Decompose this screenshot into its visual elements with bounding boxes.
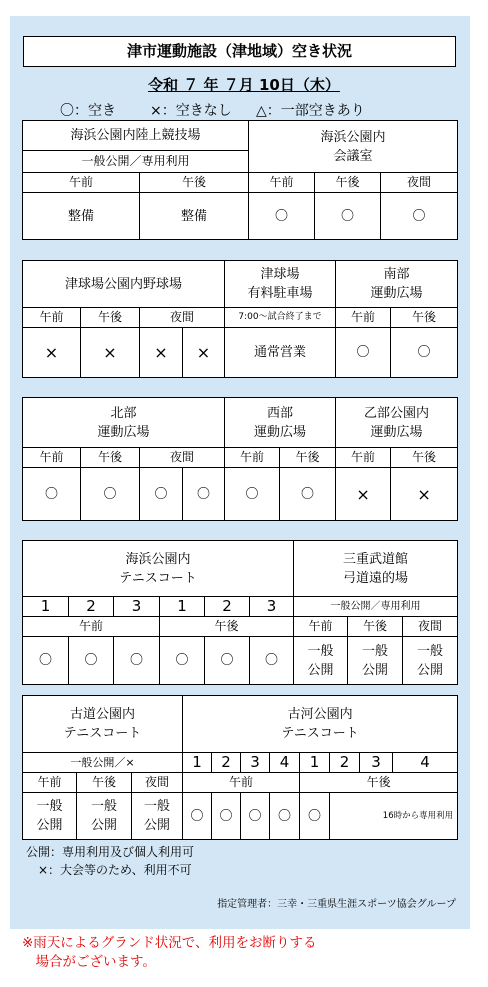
time-label: 午後 [315, 173, 381, 193]
time-label: 夜間 [132, 773, 183, 793]
status-cell: × [81, 328, 140, 378]
facility-name: 津球場公園内野球場 [23, 261, 225, 308]
time-label: 午前 [23, 448, 81, 468]
status-cell: 一般 公開 [348, 637, 403, 685]
time-label: 午後 [391, 448, 458, 468]
legend-available: 〇：空き [60, 103, 116, 119]
status-cell: 〇 [23, 637, 69, 685]
status-cell: 〇 [205, 637, 250, 685]
court-number: 3 [250, 597, 294, 617]
manager-text: 指定管理者：三幸・三重県生涯スポーツ協会グループ [217, 899, 456, 910]
time-label: 午後 [280, 448, 336, 468]
court-number: 4 [393, 753, 458, 773]
facility-name: 海浜公園内陸上競技場 [23, 121, 249, 151]
facility-name: 津球場 有料駐車場 [225, 261, 336, 308]
facility-name: 古河公園内 テニスコート [183, 696, 458, 753]
time-label: 午後 [140, 173, 249, 193]
status-cell: 〇 [315, 193, 381, 240]
status-cell: 一般 公開 [77, 793, 132, 840]
status-cell: 一般 公開 [132, 793, 183, 840]
status-cell: 通常営業 [225, 328, 336, 378]
court-number: 3 [360, 753, 393, 773]
facility-name: 北部 運動広場 [23, 398, 225, 448]
report-date: 令和 ７ 年 ７月 10日（木） [148, 76, 340, 94]
status-cell: 〇 [280, 468, 336, 521]
status-cell: 〇 [225, 468, 280, 521]
time-label: 午後 [77, 773, 132, 793]
facility-name: 乙部公園内 運動広場 [336, 398, 458, 448]
legend-unavailable: ×：空きなし [150, 103, 232, 119]
court-number: 2 [330, 753, 360, 773]
time-label: 7:00～試合終了まで [225, 308, 336, 328]
facility-name: 西部 運動広場 [225, 398, 336, 448]
status-cell: 〇 [160, 637, 205, 685]
legend-partial: △：一部空きあり [256, 103, 365, 119]
status-cell: × [183, 328, 225, 378]
time-label: 午後 [391, 308, 458, 328]
usage-note: 一般公開／専用利用 [23, 151, 249, 173]
status-cell: 〇 [140, 468, 183, 521]
court-number: 2 [69, 597, 114, 617]
status-cell: 整備 [23, 193, 140, 240]
court-number: 2 [205, 597, 250, 617]
rain-warning: ※雨天によるグランド状況で、利用をお断りする 場合がございます。 [22, 935, 317, 970]
time-label: 午後 [81, 448, 140, 468]
time-label: 午前 [336, 448, 391, 468]
status-cell: 整備 [140, 193, 249, 240]
time-label: 午前 [183, 773, 300, 793]
status-cell: × [140, 328, 183, 378]
section-4-table [22, 540, 458, 685]
section-1-table [22, 120, 458, 240]
status-cell: 〇 [250, 637, 294, 685]
facility-name: 三重武道館 弓道遠的場 [294, 541, 458, 597]
status-cell: × [23, 328, 81, 378]
status-cell: 〇 [391, 328, 458, 378]
section-2-table [22, 260, 458, 378]
status-cell: 〇 [69, 637, 114, 685]
time-label: 午後 [81, 308, 140, 328]
court-number: 1 [183, 753, 212, 773]
facility-name: 古道公園内 テニスコート [23, 696, 183, 753]
status-cell: 一般 公開 [23, 793, 77, 840]
time-label: 午前 [336, 308, 391, 328]
status-cell: × [391, 468, 458, 521]
status-cell: 一般 公開 [294, 637, 348, 685]
time-label: 午前 [23, 617, 160, 637]
usage-note: 一般公開／専用利用 [294, 597, 458, 617]
section-5-table [22, 695, 458, 840]
status-cell: 一般 公開 [403, 637, 458, 685]
time-label: 夜間 [381, 173, 458, 193]
facility-name: 海浜公園内 テニスコート [23, 541, 294, 597]
time-label: 午前 [249, 173, 315, 193]
status-cell: 〇 [249, 193, 315, 240]
time-label: 午前 [294, 617, 348, 637]
status-cell: 〇 [381, 193, 458, 240]
status-cell: 〇 [81, 468, 140, 521]
court-number: 4 [270, 753, 300, 773]
page-title: 津市運動施設（津地域）空き状況 [23, 36, 456, 67]
time-label: 午前 [225, 448, 280, 468]
time-label: 午後 [348, 617, 403, 637]
status-cell: 16時から専用利用 [330, 793, 458, 840]
status-cell: 〇 [114, 637, 160, 685]
time-label: 午後 [300, 773, 458, 793]
time-label: 午前 [23, 173, 140, 193]
status-cell: 〇 [212, 793, 241, 840]
note-public: 公開：専用利用及び個人利用可 [26, 845, 195, 859]
usage-note: 一般公開／× [23, 753, 183, 773]
court-number: 3 [114, 597, 160, 617]
court-number: 3 [241, 753, 270, 773]
court-number: 2 [212, 753, 241, 773]
court-number: 1 [160, 597, 205, 617]
status-cell: 〇 [183, 793, 212, 840]
court-number: 1 [23, 597, 69, 617]
time-label: 夜間 [403, 617, 458, 637]
facility-name: 海浜公園内 会議室 [249, 121, 458, 173]
status-cell: 〇 [300, 793, 330, 840]
time-label: 午前 [23, 308, 81, 328]
time-label: 夜間 [140, 308, 225, 328]
time-label: 午後 [160, 617, 294, 637]
time-label: 午前 [23, 773, 77, 793]
status-cell: 〇 [183, 468, 225, 521]
status-cell: 〇 [336, 328, 391, 378]
court-number: 1 [300, 753, 330, 773]
status-cell: 〇 [23, 468, 81, 521]
note-unavailable: ×：大会等のため、利用不可 [38, 863, 192, 877]
status-cell: 〇 [241, 793, 270, 840]
section-3-table [22, 397, 458, 521]
facility-name: 南部 運動広場 [336, 261, 458, 308]
time-label: 夜間 [140, 448, 225, 468]
status-cell: 〇 [270, 793, 300, 840]
status-cell: × [336, 468, 391, 521]
